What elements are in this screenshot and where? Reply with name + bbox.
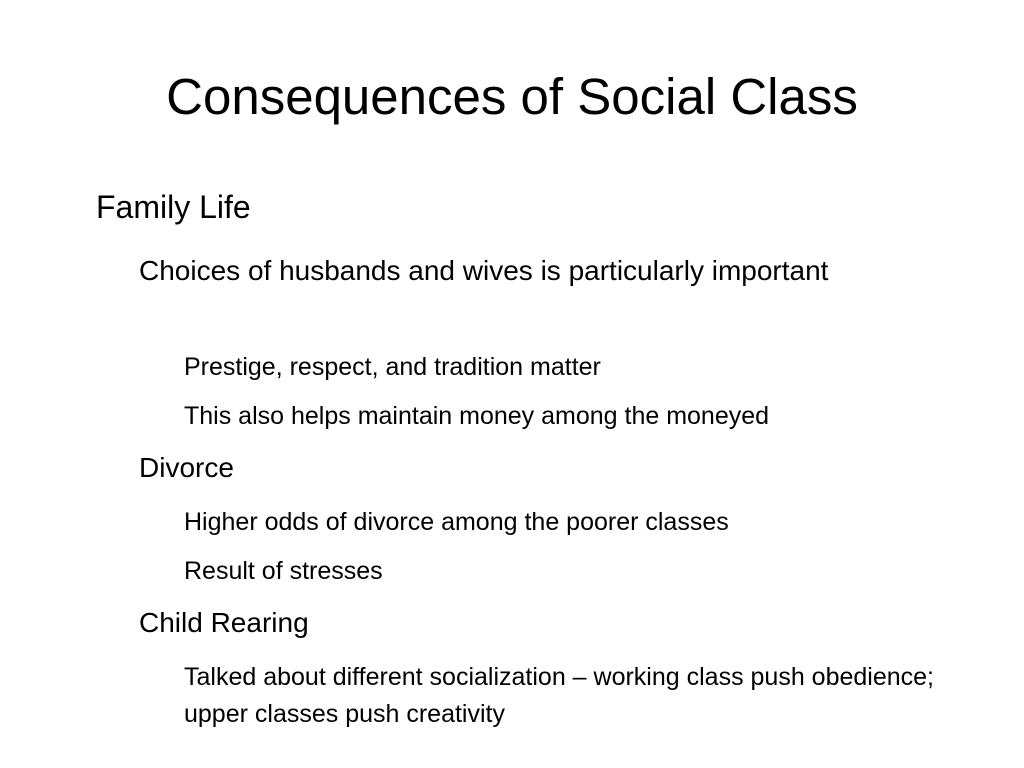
bullet-text: Prestige, respect, and tradition matter <box>184 353 601 381</box>
bullet-child-rearing <box>104 602 994 644</box>
bullet-text: Higher odds of divorce among the poorer classes <box>184 508 729 536</box>
dash-bullet-icon <box>154 553 184 590</box>
bullet-text: Result of stresses <box>184 557 383 585</box>
dash-bullet-icon <box>154 398 184 435</box>
slide-title: Consequences of Social Class <box>166 68 858 125</box>
dash-bullet-icon <box>154 349 184 386</box>
bullet-stresses <box>154 553 994 590</box>
bullet-text: Talked about different socialization – working class push obedience; upper classes push creativity <box>184 663 934 728</box>
bullet-higher-odds <box>154 504 994 541</box>
bullet-text: Choices of husbands and wives is particularly important <box>139 255 829 286</box>
bullet-divorce <box>104 447 994 489</box>
bullet-socialization <box>154 659 994 733</box>
bullet-text: Child Rearing <box>139 607 309 638</box>
bullet-family-life <box>62 187 992 227</box>
round-bullet-icon <box>104 602 139 617</box>
round-bullet-icon <box>62 187 96 203</box>
bullet-text: This also helps maintain money among the moneyed <box>184 402 770 430</box>
bullet-choices-of-spouses <box>104 250 994 292</box>
bullet-prestige <box>154 349 994 386</box>
bullet-text: Family Life <box>96 189 251 225</box>
dash-bullet-icon <box>154 659 184 696</box>
round-bullet-icon <box>104 250 139 265</box>
round-bullet-icon <box>104 447 139 462</box>
bullet-text: Divorce <box>139 452 234 483</box>
dash-bullet-icon <box>154 504 184 541</box>
bullet-maintain-money <box>154 398 994 435</box>
